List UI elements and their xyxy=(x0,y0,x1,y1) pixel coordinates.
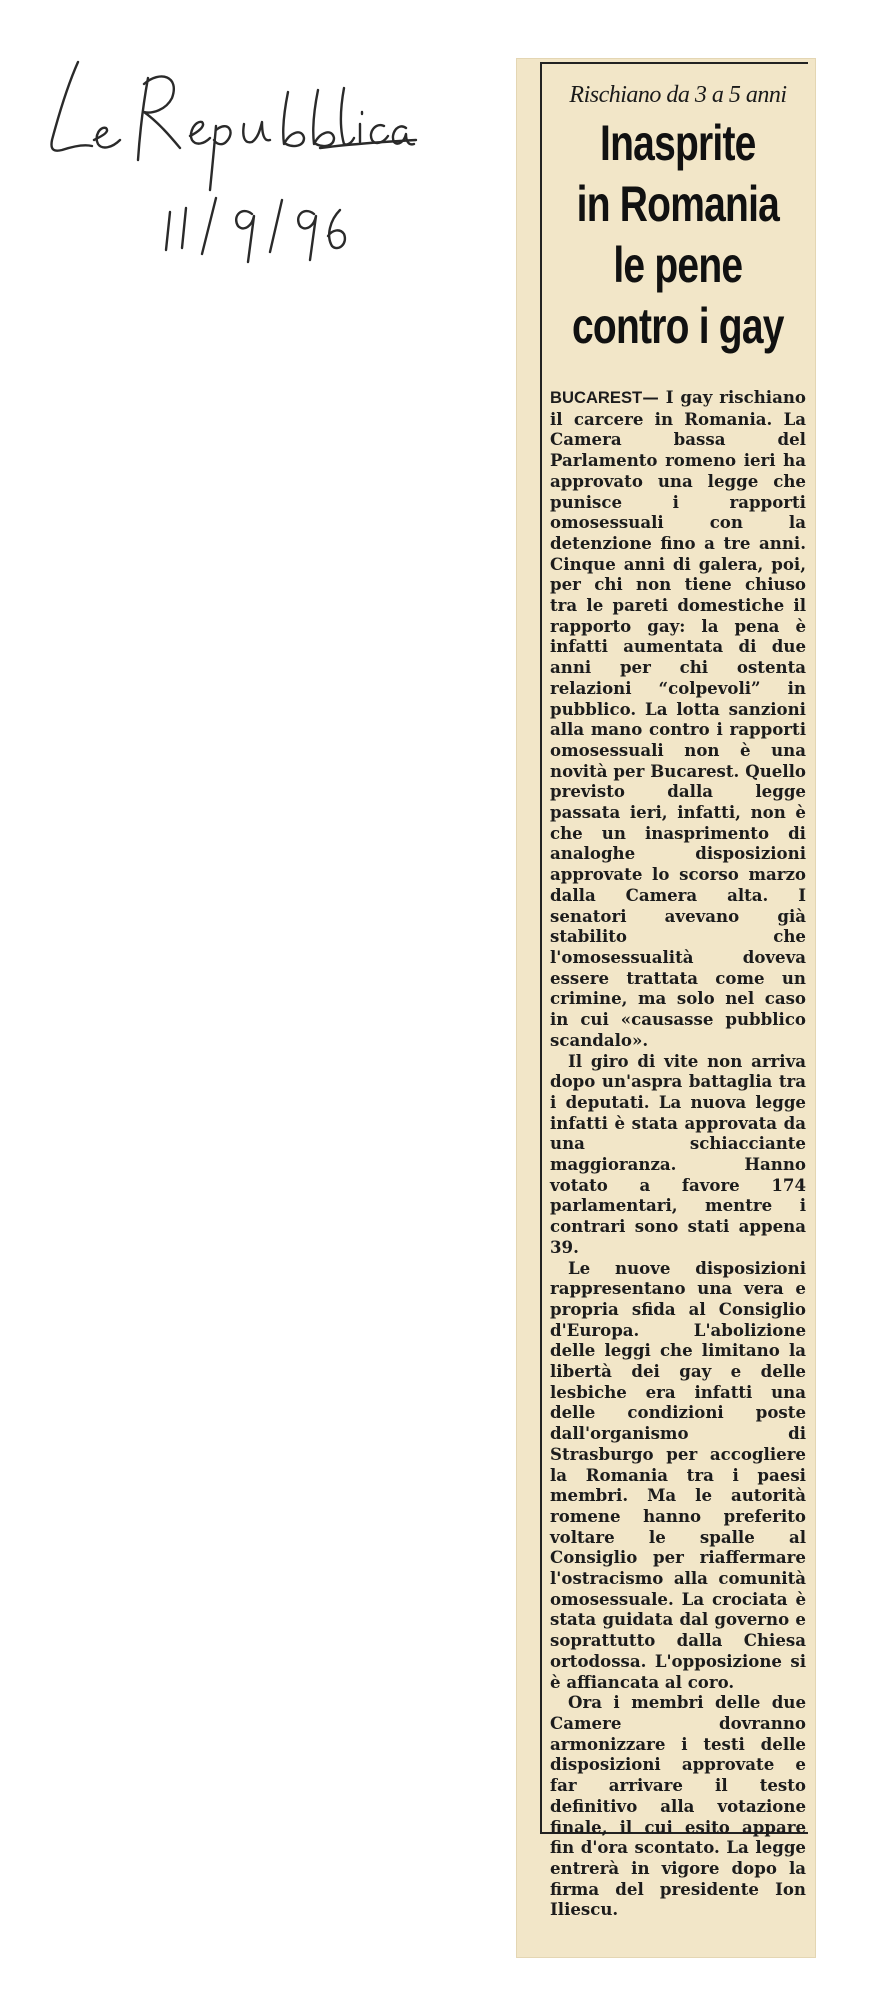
headline-line: Inasprite xyxy=(600,115,756,171)
frame-rule-left xyxy=(540,62,542,1832)
article-paragraph xyxy=(550,387,806,1051)
article-paragraph: Il giro di vite non arriva dopo un'aspra battaglia tra i deputati. La nuova legge infatti è stata approvata da una schiacciante maggioranza. Hanno votato a favore 174 parlamentari, mentre i contrari sono stati appena 39. xyxy=(550,1050,806,1257)
article-paragraph-text: — I gay rischiano il carcere in Romania. La Camera bassa del Parlamento romeno ieri ha approvato una legge che punisce i rapporti omosessuali con la detenzione fino a tre anni. Cinque anni di galera, poi, per chi non tiene chiuso tra le pareti domestiche il rapporto gay: la pena è infatti aumentata di due anni per chi ostenta relazioni “colpevoli” in pubblico. La lotta sanzioni alla mano contro i rapporti omosessuali non è una novità per Bucarest. Quello previsto dalla legge passata ieri, infatti, non è che un inasprimento di analoghe disposizioni approvate lo scorso marzo dalla Camera alta. I senatori avevano già stabilito che l'omosessualità doveva essere trattata come un crimine, ma solo nel caso in cui «causasse pubblico scandalo». xyxy=(550,387,806,1050)
headline-line: in Romania xyxy=(576,176,780,232)
article-dateline: BUCAREST xyxy=(550,388,643,407)
article-paragraph: Ora i membri delle due Camere dovranno armonizzare i testi delle disposizioni approvate e far arrivare il testo definitivo alla votazione finale, il cui esito appare fin d'ora scontato. La legge entrerà in vigore dopo la firma del presidente Ion Iliescu. xyxy=(550,1692,806,1920)
headline-line: contro i gay xyxy=(572,298,784,354)
article-paragraph: Le nuove disposizioni rappresentano una vera e propria sfida al Consiglio d'Europa. L'abolizione delle leggi che limitano la libertà dei gay e delle lesbiche era infatti una delle condizioni poste dall'organismo di Strasburgo per accogliere la Romania tra i paesi membri. Ma le autorità romene hanno preferito voltare le spalle al Consiglio per riaffermare l'ostracismo alla comunità omosessuale. La crociata è stata guidata dal governo e soprattutto dalla Chiesa ortodossa. L'opposizione si è affiancata al coro. xyxy=(550,1257,806,1692)
headline-line: le pene xyxy=(613,237,743,293)
newspaper-clipping xyxy=(516,58,816,1958)
article-body xyxy=(550,387,806,1920)
article xyxy=(550,68,806,1920)
handwritten-annotation xyxy=(40,40,420,300)
handwriting-drawing xyxy=(40,40,420,300)
article-headline xyxy=(550,113,806,357)
frame-rule-top xyxy=(540,62,808,64)
article-kicker: Rischiano da 3 a 5 anni xyxy=(569,82,787,108)
